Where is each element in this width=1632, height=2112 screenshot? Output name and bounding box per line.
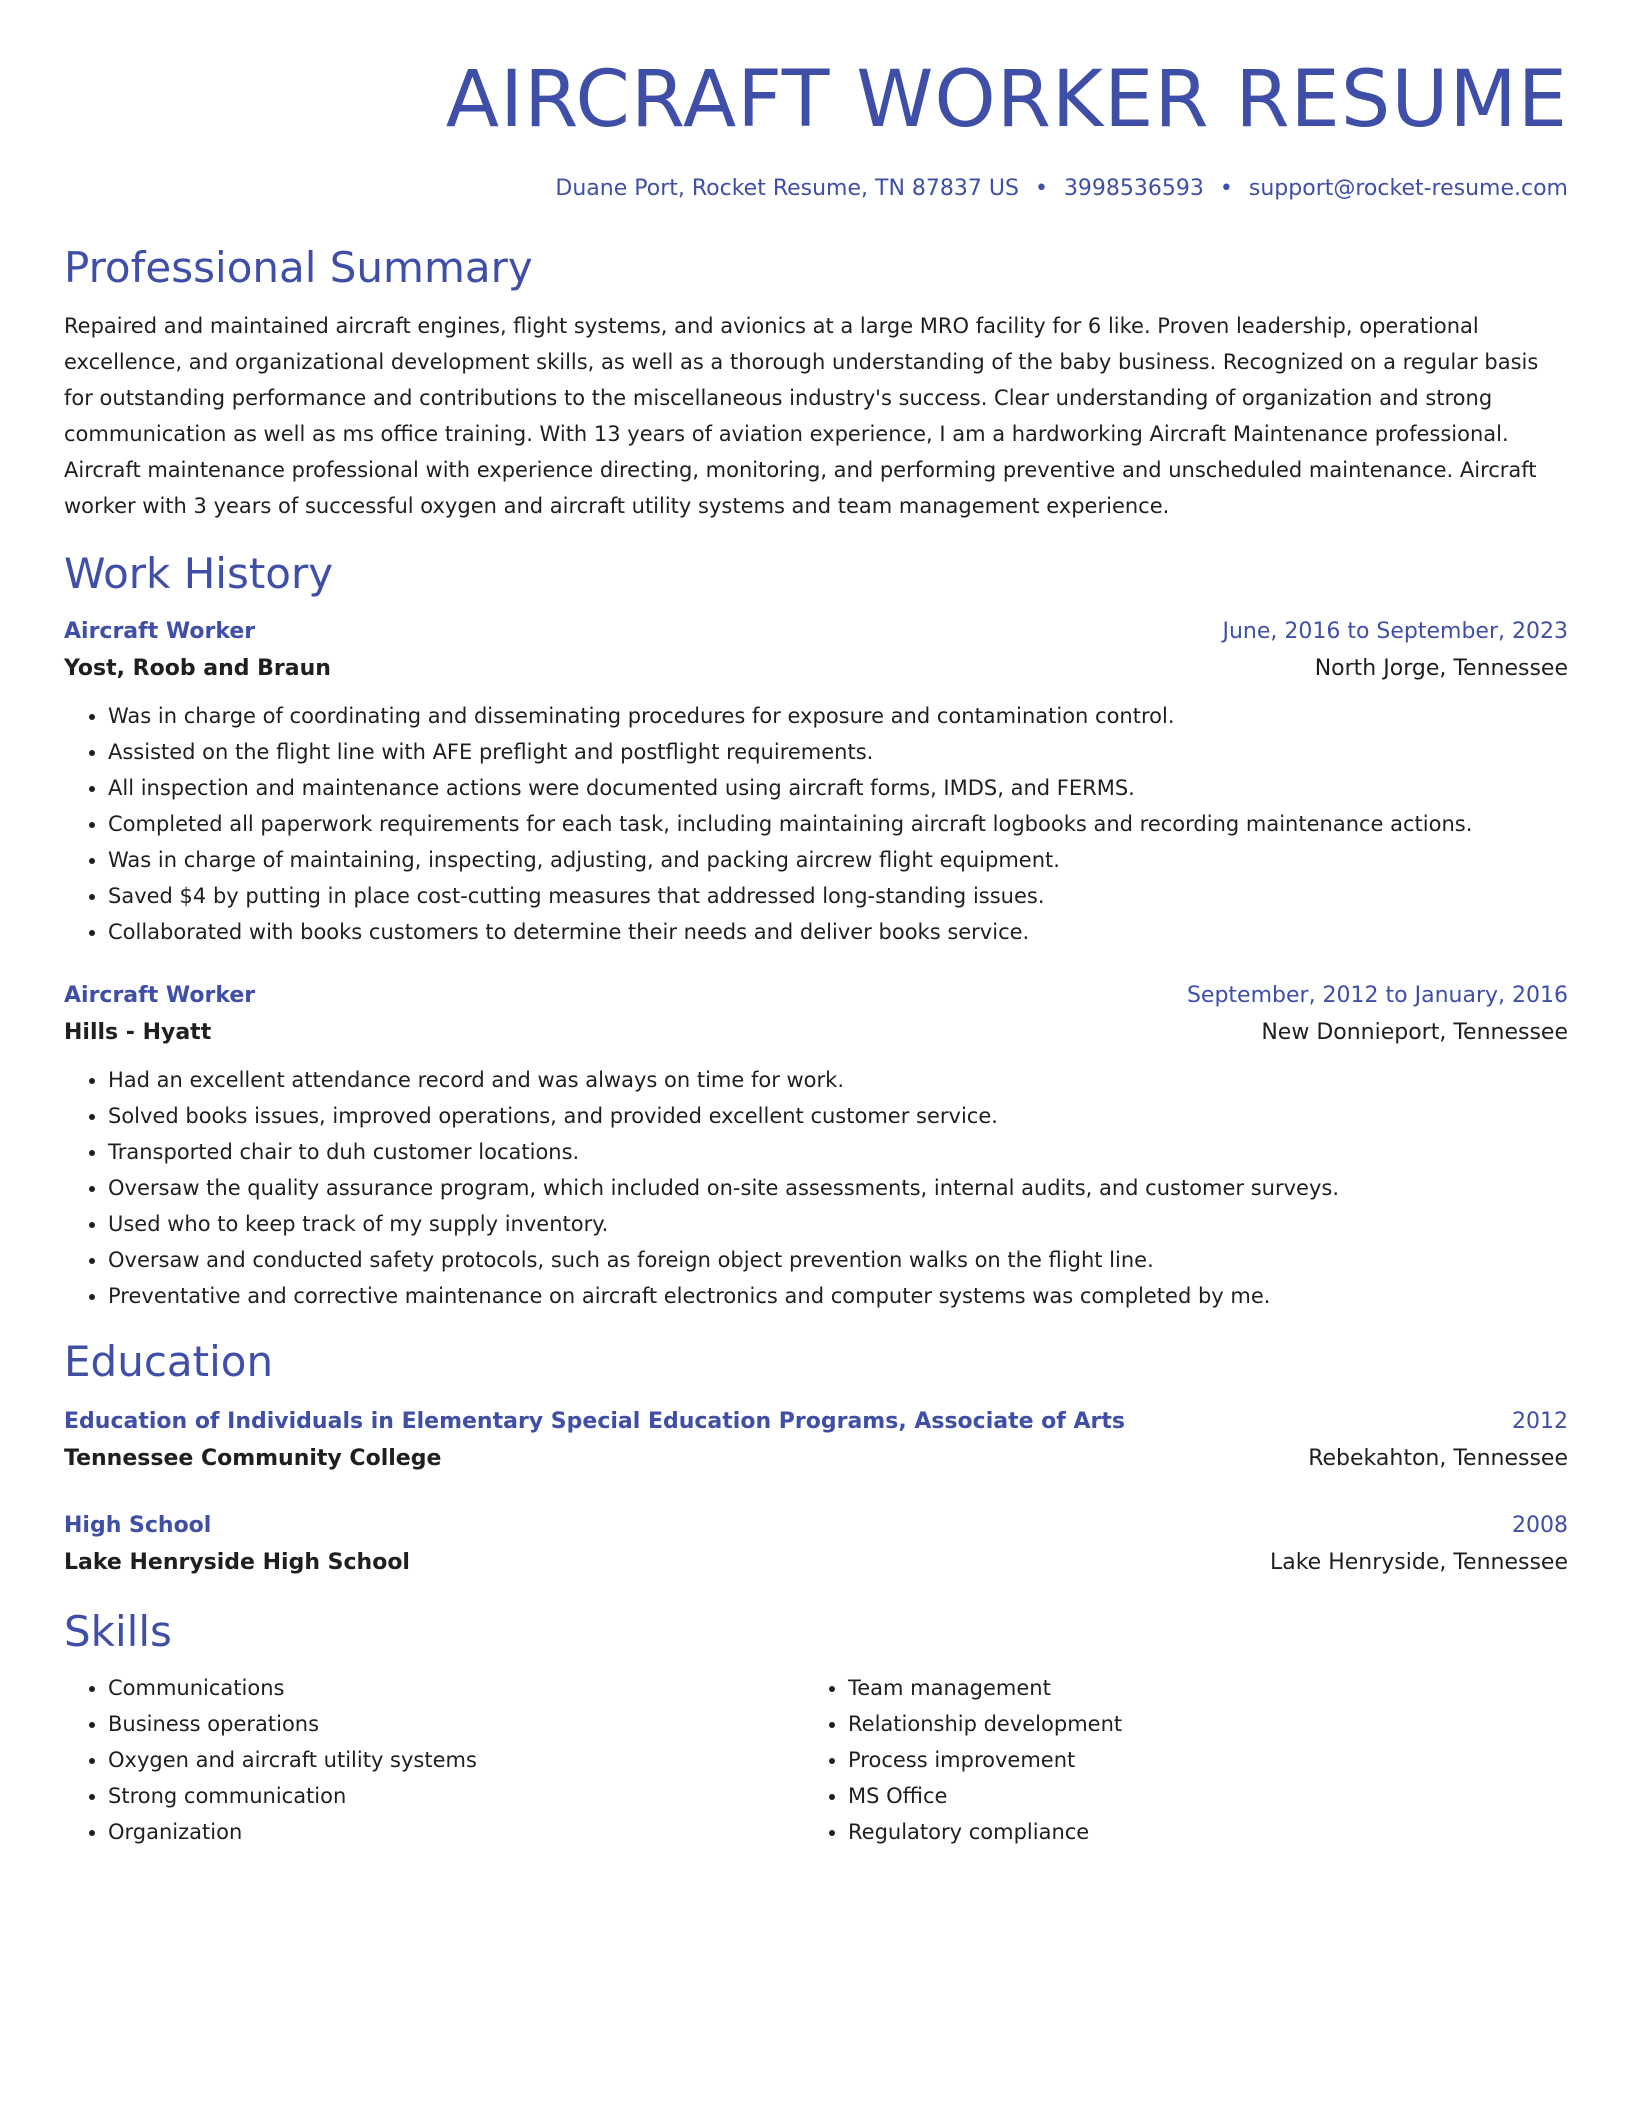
section-heading-education: Education xyxy=(64,1337,274,1386)
job-bullet: • Oversaw and conducted safety protocols, such as foreign object prevention walks on the flight line. xyxy=(108,1242,1568,1278)
job-bullet-list xyxy=(64,1062,1568,1314)
job-bullet: • Was in charge of coordinating and disseminating procedures for exposure and contamination control. xyxy=(108,698,1568,734)
resume-title: AIRCRAFT WORKER RESUME xyxy=(445,55,1568,145)
resume-header xyxy=(64,52,1568,204)
skill-item: • Business operations xyxy=(108,1706,804,1742)
skill-item: • Regulatory compliance xyxy=(848,1814,1544,1850)
contact-address: Duane Port, Rocket Resume, TN 87837 US xyxy=(555,176,1019,201)
education-header-row xyxy=(64,1510,1568,1542)
job-bullet: • Oversaw the quality assurance program, which included on-site assessments, internal audits, and customer surveys. xyxy=(108,1170,1568,1206)
education-school-row xyxy=(64,1442,1568,1476)
job-bullet: • Was in charge of maintaining, inspecting, adjusting, and packing aircrew flight equipment. xyxy=(108,842,1568,878)
job-role: Aircraft Worker xyxy=(64,983,256,1008)
skill-item: • Organization xyxy=(108,1814,804,1850)
section-heading-work-history: Work History xyxy=(64,549,334,598)
skill-item: • Relationship development xyxy=(848,1706,1544,1742)
job-bullet: • Solved books issues, improved operations, and provided excellent customer service. xyxy=(108,1098,1568,1134)
job-location: New Donnieport, Tennessee xyxy=(1261,1020,1568,1045)
contact-phone: 3998536593 xyxy=(1063,176,1204,201)
job-bullet: • Preventative and corrective maintenance on aircraft electronics and computer systems was completed by me. xyxy=(108,1278,1568,1314)
education-degree: High School xyxy=(64,1513,212,1538)
education-school-row xyxy=(64,1546,1568,1580)
job-header-row xyxy=(64,616,1568,648)
job-header-row xyxy=(64,980,1568,1012)
job-location: North Jorge, Tennessee xyxy=(1314,656,1568,681)
contact-email: support@rocket-resume.com xyxy=(1248,176,1568,201)
education-school: Lake Henryside High School xyxy=(64,1550,410,1575)
job-role: Aircraft Worker xyxy=(64,619,256,644)
section-heading-skills: Skills xyxy=(64,1607,172,1656)
job-dates: June, 2016 to September, 2023 xyxy=(1222,619,1568,644)
education-degree: Education of Individuals in Elementary Special Education Programs, Associate of Arts xyxy=(64,1409,1126,1434)
skills-bullet-list xyxy=(804,1670,1544,1850)
skill-item: • MS Office xyxy=(848,1778,1544,1814)
job-company: Hills - Hyatt xyxy=(64,1020,212,1045)
contact-separator: • xyxy=(1034,176,1048,201)
education-year: 2008 xyxy=(1512,1513,1568,1538)
skills-list xyxy=(64,1670,1568,1850)
job-bullet: • Assisted on the flight line with AFE preflight and postflight requirements. xyxy=(108,734,1568,770)
education-entry xyxy=(64,1406,1568,1476)
job-bullet-list xyxy=(64,698,1568,950)
job-company-row xyxy=(64,652,1568,686)
job-company-row xyxy=(64,1016,1568,1050)
education-school: Tennessee Community College xyxy=(64,1446,442,1471)
job-company: Yost, Roob and Braun xyxy=(64,656,331,681)
education-location: Lake Henryside, Tennessee xyxy=(1269,1550,1568,1575)
job-bullet: • Transported chair to duh customer locations. xyxy=(108,1134,1568,1170)
job-dates: September, 2012 to January, 2016 xyxy=(1186,983,1568,1008)
education-year: 2012 xyxy=(1512,1409,1568,1434)
skills-column-right xyxy=(804,1670,1544,1850)
skills-column-left xyxy=(64,1670,804,1850)
skill-item: • Team management xyxy=(848,1670,1544,1706)
job-bullet: • Had an excellent attendance record and was always on time for work. xyxy=(108,1062,1568,1098)
job-bullet: • Saved $4 by putting in place cost-cutting measures that addressed long-standing issues. xyxy=(108,878,1568,914)
education-location: Rebekahton, Tennessee xyxy=(1308,1446,1568,1471)
summary-text: Repaired and maintained aircraft engines, flight systems, and avionics at a large MRO facility for 6 like. Proven leadership, operational excellence, and organizational development skills, as well as a thorough understanding of the baby business. Recognized on a regular basis for outstanding performance and contributions to the miscellaneous industry's success. Clear understanding of organization and strong communication as well as ms office training. With 13 years of aviation experience, I am a hardworking Aircraft Maintenance professional. Aircraft maintenance professional with experience directing, monitoring, and performing preventive and unscheduled maintenance. Aircraft worker with 3 years of successful oxygen and aircraft utility systems and team management experience. xyxy=(64,314,1539,518)
skills-bullet-list xyxy=(64,1670,804,1850)
skill-item: • Strong communication xyxy=(108,1778,804,1814)
skill-item: • Oxygen and aircraft utility systems xyxy=(108,1742,804,1778)
job-entry xyxy=(64,980,1568,1314)
job-bullet: • Used who to keep track of my supply inventory. xyxy=(108,1206,1568,1242)
job-entry xyxy=(64,616,1568,950)
job-bullet: • All inspection and maintenance actions were documented using aircraft forms, IMDS, and FERMS. xyxy=(108,770,1568,806)
skill-item: • Process improvement xyxy=(848,1742,1544,1778)
education-header-row xyxy=(64,1406,1568,1438)
contact-line xyxy=(64,174,1568,204)
job-bullet: • Completed all paperwork requirements for each task, including maintaining aircraft logbooks and recording maintenance actions. xyxy=(108,806,1568,842)
job-bullet: • Collaborated with books customers to determine their needs and deliver books service. xyxy=(108,914,1568,950)
education-entry xyxy=(64,1510,1568,1580)
contact-separator: • xyxy=(1219,176,1233,201)
skill-item: • Communications xyxy=(108,1670,804,1706)
section-heading-summary: Professional Summary xyxy=(64,243,533,292)
